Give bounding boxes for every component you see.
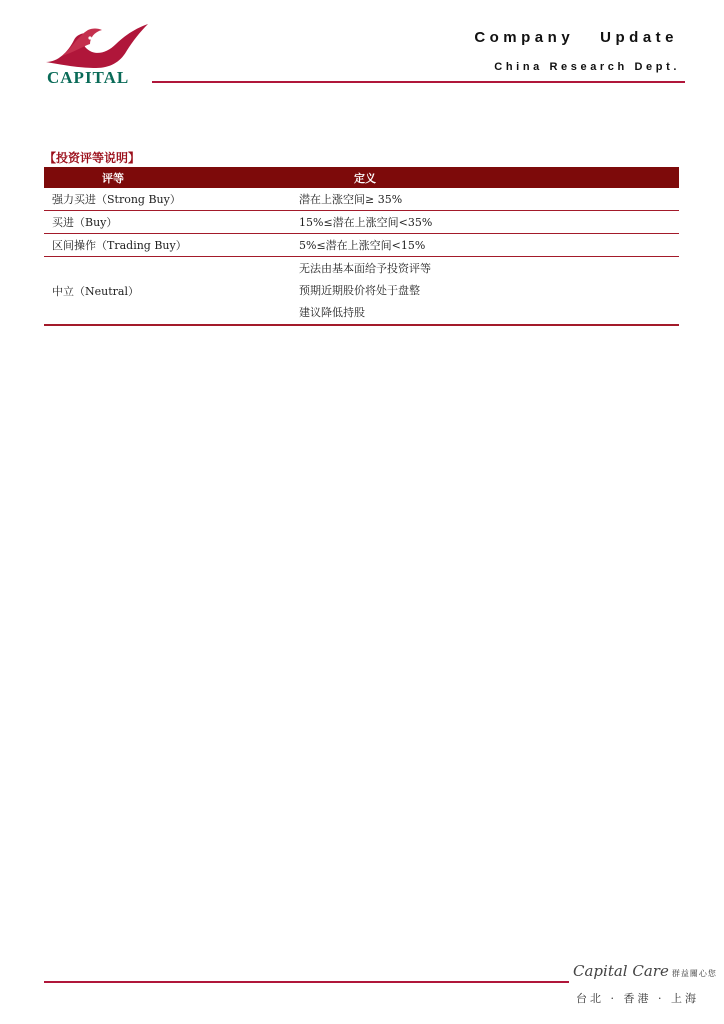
eagle-icon [44, 22, 156, 70]
table-row [44, 234, 679, 257]
rating-cell: 区间操作（Trading Buy） [44, 234, 288, 257]
rating-cell: 中立（Neutral） [44, 257, 288, 326]
brand-name-cn: 群益關心您 [671, 969, 717, 978]
header-rating: 评等 [44, 167, 288, 188]
title-update: Update [600, 29, 678, 46]
table-row [44, 211, 679, 234]
header-rule [152, 81, 685, 83]
table-header-row [44, 167, 679, 188]
table-row [44, 257, 679, 326]
capital-logo [44, 22, 156, 88]
header-definition: 定义 [288, 167, 679, 188]
department-subtitle: China Research Dept. [494, 61, 680, 73]
rating-cell: 买进（Buy） [44, 211, 288, 234]
report-type-title [474, 29, 678, 46]
title-company: Company [474, 29, 575, 46]
footer-rule [44, 981, 569, 983]
rating-definitions-table [44, 167, 679, 326]
definition-line: 预期近期股价将处于盘整 [299, 284, 420, 297]
definition-line: 建议降低持股 [299, 306, 365, 319]
brand-name: Capital Care [573, 962, 669, 980]
definition-cell: 潜在上涨空间≥ 35% [288, 188, 679, 211]
logo-wordmark: CAPITAL [47, 68, 130, 87]
definition-cell: 5%≤潜在上涨空间<15% [288, 234, 679, 257]
office-locations: 台北 · 香港 · 上海 [576, 992, 699, 1005]
definition-line: 无法由基本面给予投资评等 [299, 262, 431, 275]
capital-care-logo [573, 962, 717, 980]
rating-cell: 强力买进（Strong Buy） [44, 188, 288, 211]
table-row [44, 188, 679, 211]
section-title: 【投资评等说明】 [44, 151, 141, 165]
definition-cell: 15%≤潜在上涨空间<35% [288, 211, 679, 234]
definition-cell [288, 257, 679, 326]
